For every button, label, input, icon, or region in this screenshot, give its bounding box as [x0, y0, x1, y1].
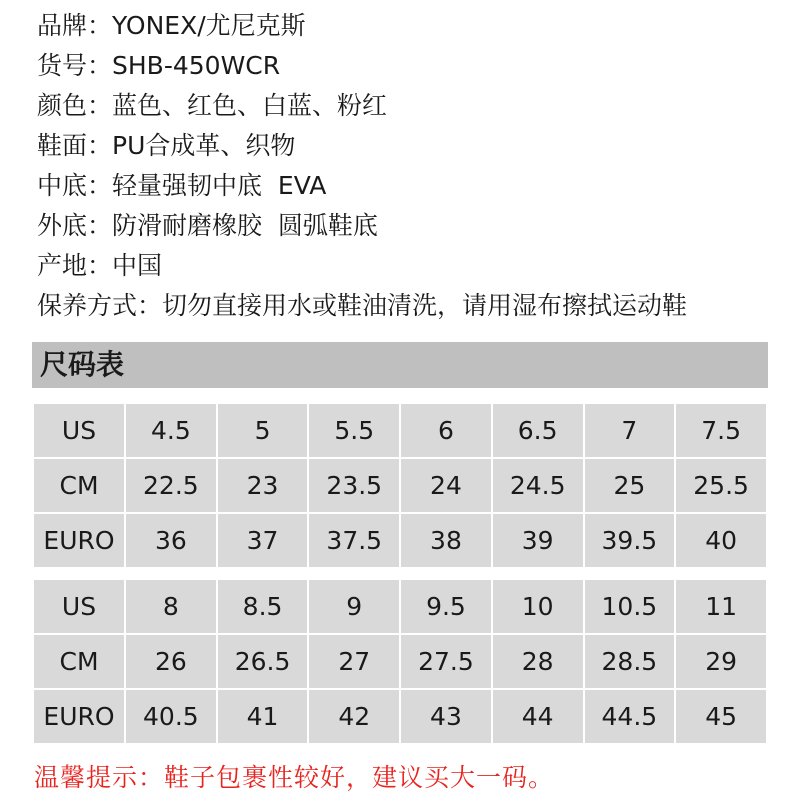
table-cell: 42 — [308, 689, 400, 744]
table-cell: 37.5 — [308, 513, 400, 568]
size-table-1 — [32, 402, 768, 569]
row-label: US — [33, 403, 125, 458]
row-label: CM — [33, 458, 125, 513]
size-tip: 温馨提示：鞋子包裹性较好，建议买大一码。 — [34, 763, 555, 792]
table-cell: 22.5 — [125, 458, 217, 513]
spec-label: 货号： — [37, 51, 113, 80]
table-cell: 5.5 — [308, 403, 400, 458]
spec-row-brand — [37, 6, 687, 46]
table-cell: 24.5 — [492, 458, 584, 513]
spec-value: 轻量强韧中底 EVA — [112, 171, 327, 200]
table-cell: 26 — [125, 634, 217, 689]
table-cell: 23.5 — [308, 458, 400, 513]
spec-label: 保养方式： — [37, 291, 163, 320]
table-cell: 39.5 — [584, 513, 676, 568]
table-cell: 38 — [400, 513, 492, 568]
size-chart-title: 尺码表 — [32, 342, 768, 388]
row-label: EURO — [33, 689, 125, 744]
row-label: EURO — [33, 513, 125, 568]
table-cell: 27.5 — [400, 634, 492, 689]
spec-label: 中底： — [37, 171, 113, 200]
table-cell: 24 — [400, 458, 492, 513]
table-cell: 36 — [125, 513, 217, 568]
table-row-us — [33, 579, 767, 634]
table-cell: 28 — [492, 634, 584, 689]
table-cell: 23 — [217, 458, 309, 513]
table-cell: 41 — [217, 689, 309, 744]
spec-row-care — [37, 286, 687, 326]
table-cell: 10.5 — [584, 579, 676, 634]
table-cell: 10 — [492, 579, 584, 634]
table-cell: 40 — [675, 513, 767, 568]
table-cell: 7 — [584, 403, 676, 458]
size-table-2 — [32, 578, 768, 745]
spec-row-color — [37, 86, 687, 126]
table-cell: 37 — [217, 513, 309, 568]
spec-value: YONEX/尤尼克斯 — [112, 11, 306, 40]
spec-value: SHB-450WCR — [112, 51, 281, 80]
table-cell: 43 — [400, 689, 492, 744]
table-cell: 9 — [308, 579, 400, 634]
spec-label: 颜色： — [37, 91, 113, 120]
spec-label: 品牌： — [37, 11, 113, 40]
table-cell: 6.5 — [492, 403, 584, 458]
table-cell: 44.5 — [584, 689, 676, 744]
table-cell: 9.5 — [400, 579, 492, 634]
row-label: CM — [33, 634, 125, 689]
spec-row-origin — [37, 246, 687, 286]
spec-row-model — [37, 46, 687, 86]
table-cell: 40.5 — [125, 689, 217, 744]
table-cell: 8 — [125, 579, 217, 634]
table-cell: 25 — [584, 458, 676, 513]
table-cell: 8.5 — [217, 579, 309, 634]
spec-row-outsole — [37, 206, 687, 246]
spec-label: 外底： — [37, 211, 113, 240]
table-cell: 39 — [492, 513, 584, 568]
table-row-us — [33, 403, 767, 458]
spec-value: PU合成革、织物 — [112, 131, 296, 160]
table-cell: 25.5 — [675, 458, 767, 513]
table-cell: 5 — [217, 403, 309, 458]
table-cell: 26.5 — [217, 634, 309, 689]
table-cell: 4.5 — [125, 403, 217, 458]
table-row-euro — [33, 689, 767, 744]
spec-list — [37, 6, 687, 326]
spec-row-upper — [37, 126, 687, 166]
table-cell: 6 — [400, 403, 492, 458]
table-cell: 27 — [308, 634, 400, 689]
spec-value: 中国 — [112, 251, 163, 280]
table-cell: 28.5 — [584, 634, 676, 689]
table-row-cm — [33, 458, 767, 513]
spec-label: 鞋面： — [37, 131, 113, 160]
spec-value: 切勿直接用水或鞋油清洗，请用湿布擦拭运动鞋 — [162, 291, 688, 320]
table-cell: 45 — [675, 689, 767, 744]
table-cell: 29 — [675, 634, 767, 689]
table-cell: 44 — [492, 689, 584, 744]
table-cell: 11 — [675, 579, 767, 634]
table-cell: 7.5 — [675, 403, 767, 458]
spec-value: 防滑耐磨橡胶 圆弧鞋底 — [112, 211, 378, 240]
table-row-cm — [33, 634, 767, 689]
spec-value: 蓝色、红色、白蓝、粉红 — [112, 91, 388, 120]
spec-row-midsole — [37, 166, 687, 206]
table-row-euro — [33, 513, 767, 568]
spec-label: 产地： — [37, 251, 113, 280]
row-label: US — [33, 579, 125, 634]
